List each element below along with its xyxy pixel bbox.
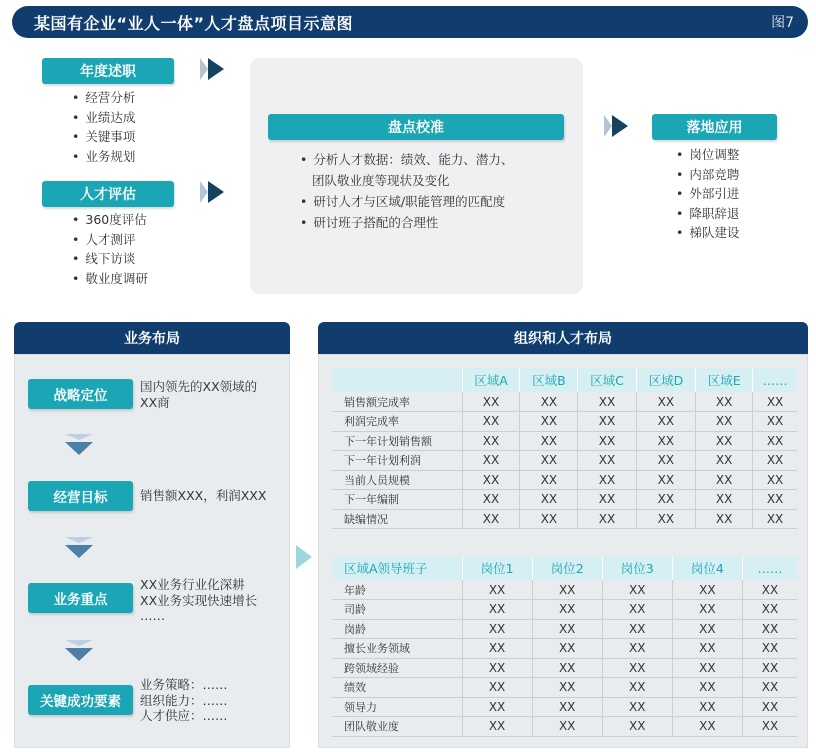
- table-cell: XX: [753, 431, 797, 451]
- table-header-cell: 区域E: [696, 368, 753, 392]
- table-cell: XX: [520, 392, 578, 412]
- table-row: [332, 451, 797, 471]
- table-cell: XX: [696, 412, 753, 432]
- table-cell: XX: [602, 619, 672, 639]
- row-label: 销售额完成率: [332, 392, 462, 412]
- list-item: • 降职辞退: [676, 204, 739, 224]
- table-cell: XX: [578, 490, 636, 510]
- table-cell: XX: [532, 600, 602, 620]
- table-header-row: [332, 556, 797, 580]
- table-row: [332, 412, 797, 432]
- table-cell: XX: [578, 509, 636, 529]
- table-cell: XX: [602, 639, 672, 659]
- table-cell: XX: [462, 451, 520, 471]
- arrow-right-icon: [208, 58, 224, 80]
- table-header-cell: 区域C: [578, 368, 636, 392]
- arrow-down-icon: [65, 442, 93, 455]
- table-cell: XX: [462, 697, 532, 717]
- annual-report-list: [72, 88, 135, 166]
- table-cell: XX: [602, 580, 672, 600]
- table-cell: XX: [672, 580, 742, 600]
- list-item: • 经营分析: [72, 88, 135, 108]
- arrow-down-icon: [65, 648, 93, 661]
- region-metrics-table: [332, 368, 797, 529]
- table-cell: XX: [602, 697, 672, 717]
- table-cell: XX: [696, 392, 753, 412]
- table-cell: XX: [462, 600, 532, 620]
- talent-assessment-list: [72, 210, 148, 288]
- table-header-cell: 岗位1: [462, 556, 532, 580]
- table-row: [332, 392, 797, 412]
- table-header-cell: 区域A领导班子: [332, 556, 462, 580]
- table-cell: XX: [672, 619, 742, 639]
- table-cell: XX: [520, 490, 578, 510]
- table-row: [332, 658, 797, 678]
- table-cell: XX: [462, 658, 532, 678]
- list-item: • 内部竞聘: [676, 165, 739, 185]
- row-label: 下一年计划销售额: [332, 431, 462, 451]
- row-label: 缺编情况: [332, 509, 462, 529]
- table-cell: XX: [462, 490, 520, 510]
- row-label: 领导力: [332, 697, 462, 717]
- table-cell: XX: [462, 619, 532, 639]
- table-header-cell: 岗位3: [602, 556, 672, 580]
- operating-target-tag: 经营目标: [28, 481, 133, 511]
- table-cell: XX: [742, 619, 797, 639]
- business-focus-tag: 业务重点: [28, 583, 133, 613]
- arrow-right-icon: [296, 545, 312, 569]
- table-cell: XX: [602, 600, 672, 620]
- table-cell: XX: [742, 678, 797, 698]
- arrow-right-icon: [612, 115, 628, 137]
- list-item: • 分析人才数据：绩效、能力、潜力、 团队敬业度等现状及变化: [300, 149, 570, 191]
- table-cell: XX: [672, 717, 742, 737]
- table-header-cell: ……: [742, 556, 797, 580]
- operating-target-desc: 销售额XXX，利润XXX: [140, 488, 267, 503]
- table-cell: XX: [636, 392, 696, 412]
- calibration-list: [300, 149, 570, 233]
- business-layout-header: 业务布局: [14, 322, 290, 354]
- table-cell: XX: [532, 658, 602, 678]
- table-cell: XX: [753, 392, 797, 412]
- table-cell: XX: [696, 470, 753, 490]
- key-success-factors-tag: 关键成功要素: [28, 685, 133, 715]
- table-cell: XX: [636, 490, 696, 510]
- table-cell: XX: [462, 580, 532, 600]
- table-cell: XX: [753, 412, 797, 432]
- table-header-cell: 岗位4: [672, 556, 742, 580]
- figure-number: 图7: [771, 15, 794, 31]
- table-cell: XX: [462, 431, 520, 451]
- list-item: • 外部引进: [676, 184, 739, 204]
- title-bar: [12, 6, 808, 38]
- table-cell: XX: [672, 639, 742, 659]
- table-cell: XX: [742, 717, 797, 737]
- leadership-team-table: [332, 556, 797, 737]
- table-cell: XX: [696, 509, 753, 529]
- table-row: [332, 580, 797, 600]
- table-cell: XX: [696, 490, 753, 510]
- table-cell: XX: [602, 717, 672, 737]
- table-row: [332, 619, 797, 639]
- list-item: • 研讨人才与区域/职能管理的匹配度: [300, 191, 570, 212]
- table-header-cell: 岗位2: [532, 556, 602, 580]
- list-item: • 线下访谈: [72, 249, 148, 269]
- table-cell: XX: [636, 451, 696, 471]
- table-cell: XX: [742, 658, 797, 678]
- list-item: • 关键事项: [72, 127, 135, 147]
- table-cell: XX: [520, 509, 578, 529]
- table-cell: XX: [753, 490, 797, 510]
- table-cell: XX: [672, 678, 742, 698]
- talent-assessment-label: 人才评估: [42, 181, 174, 207]
- strategy-position-desc: 国内领先的XX领域的 XX商: [140, 379, 258, 410]
- list-item: • 人才测评: [72, 230, 148, 250]
- table-cell: XX: [578, 451, 636, 471]
- table-cell: XX: [532, 639, 602, 659]
- row-label: 当前人员规模: [332, 470, 462, 490]
- table-cell: XX: [602, 658, 672, 678]
- table-cell: XX: [742, 580, 797, 600]
- table-cell: XX: [520, 431, 578, 451]
- table-cell: XX: [742, 639, 797, 659]
- table-cell: XX: [462, 678, 532, 698]
- table-header-cell: ……: [753, 368, 797, 392]
- row-label: 团队敬业度: [332, 717, 462, 737]
- table-cell: XX: [532, 717, 602, 737]
- row-label: 岗龄: [332, 619, 462, 639]
- strategy-position-tag: 战略定位: [28, 379, 133, 409]
- table-cell: XX: [578, 412, 636, 432]
- list-item: • 敬业度调研: [72, 269, 148, 289]
- table-cell: XX: [636, 431, 696, 451]
- table-header-cell: 区域B: [520, 368, 578, 392]
- table-cell: XX: [578, 431, 636, 451]
- table-cell: XX: [672, 697, 742, 717]
- list-item: • 岗位调整: [676, 145, 739, 165]
- row-label: 绩效: [332, 678, 462, 698]
- key-success-factors-desc: 业务策略：…… 组织能力：…… 人才供应：……: [140, 677, 228, 723]
- row-label: 跨领域经验: [332, 658, 462, 678]
- table-cell: XX: [753, 451, 797, 471]
- table-header-cell: 区域A: [462, 368, 520, 392]
- table-row: [332, 678, 797, 698]
- table-cell: XX: [520, 412, 578, 432]
- table-cell: XX: [462, 717, 532, 737]
- row-label: 年龄: [332, 580, 462, 600]
- application-list: [676, 145, 739, 243]
- table-cell: XX: [520, 451, 578, 471]
- page-title: 某国有企业“业人一体”人才盘点项目示意图: [34, 13, 354, 33]
- table-row: [332, 717, 797, 737]
- row-label: 下一年编制: [332, 490, 462, 510]
- table-cell: XX: [696, 451, 753, 471]
- arrow-down-icon: [65, 545, 93, 558]
- row-label: 下一年计划利润: [332, 451, 462, 471]
- table-cell: XX: [636, 509, 696, 529]
- table-cell: XX: [532, 678, 602, 698]
- table-row: [332, 470, 797, 490]
- table-cell: XX: [742, 600, 797, 620]
- table-cell: XX: [462, 470, 520, 490]
- table-cell: XX: [462, 412, 520, 432]
- table-header-cell: 区域D: [636, 368, 696, 392]
- table-cell: XX: [636, 412, 696, 432]
- arrow-right-icon: [208, 181, 224, 203]
- business-focus-desc: XX业务行业化深耕 XX业务实现快速增长 ……: [140, 577, 258, 623]
- list-item: • 研讨班子搭配的合理性: [300, 212, 570, 233]
- table-row: [332, 697, 797, 717]
- list-item: • 业绩达成: [72, 108, 135, 128]
- table-cell: XX: [520, 470, 578, 490]
- table-cell: XX: [602, 678, 672, 698]
- row-label: 利润完成率: [332, 412, 462, 432]
- table-cell: XX: [753, 509, 797, 529]
- application-label: 落地应用: [652, 114, 777, 140]
- table-cell: XX: [532, 619, 602, 639]
- annual-report-label: 年度述职: [42, 58, 174, 84]
- org-talent-layout-header: 组织和人才布局: [318, 322, 808, 354]
- table-row: [332, 490, 797, 510]
- table-row: [332, 431, 797, 451]
- table-row: [332, 639, 797, 659]
- table-cell: XX: [462, 509, 520, 529]
- table-cell: XX: [578, 470, 636, 490]
- table-cell: XX: [636, 470, 696, 490]
- table-row: [332, 600, 797, 620]
- table-cell: XX: [462, 392, 520, 412]
- table-cell: XX: [672, 600, 742, 620]
- table-header-cell: [332, 368, 462, 392]
- table-cell: XX: [532, 580, 602, 600]
- table-cell: XX: [462, 639, 532, 659]
- table-header-row: [332, 368, 797, 392]
- table-cell: XX: [696, 431, 753, 451]
- list-item: • 360度评估: [72, 210, 148, 230]
- row-label: 擅长业务领域: [332, 639, 462, 659]
- list-item: • 梯队建设: [676, 223, 739, 243]
- list-item: • 业务规划: [72, 147, 135, 167]
- table-row: [332, 509, 797, 529]
- table-cell: XX: [578, 392, 636, 412]
- table-cell: XX: [742, 697, 797, 717]
- table-cell: XX: [672, 658, 742, 678]
- table-cell: XX: [532, 697, 602, 717]
- table-cell: XX: [753, 470, 797, 490]
- row-label: 司龄: [332, 600, 462, 620]
- calibration-label: 盘点校准: [268, 114, 564, 140]
